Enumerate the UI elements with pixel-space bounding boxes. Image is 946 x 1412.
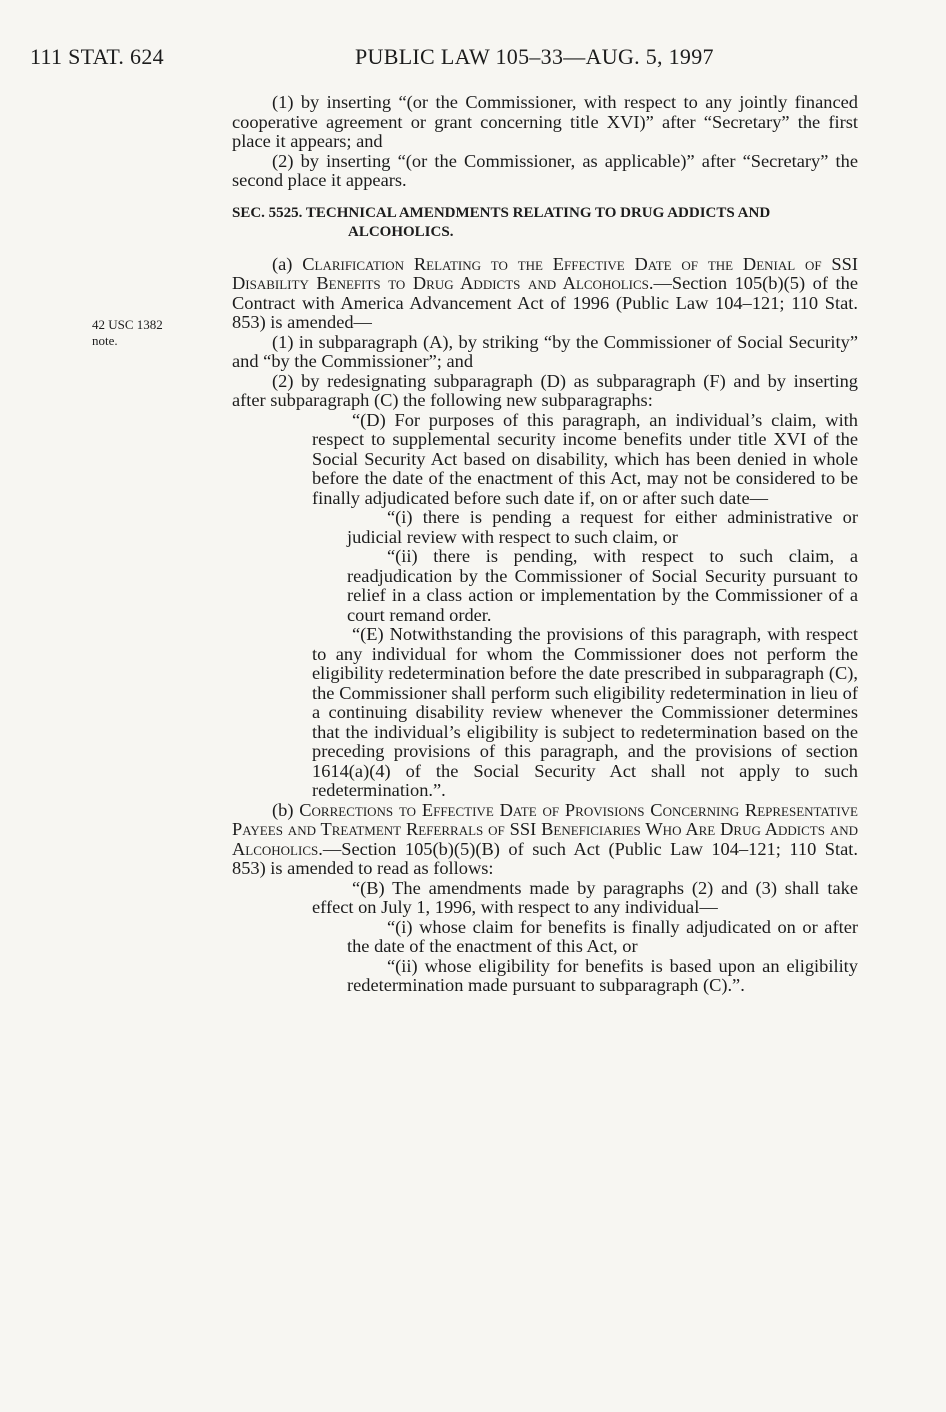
margin-note-citation: 42 USC 1382 <box>92 317 163 332</box>
margin-note-label: note. <box>92 333 118 348</box>
intro-item-1: (1) by inserting “(or the Commissioner, with respect to any jointly financed cooperative agreement or grant concerning title XVI)” after “Secretary” the first place it appears; and <box>232 92 858 151</box>
intro-item-2: (2) by inserting “(or the Commissioner, as applicable)” after “Secretary” the second place it appears. <box>232 150 858 190</box>
quoted-clause-b-ii: “(ii) whose eligibility for benefits is based upon an eligibility redetermination made pursuant to subparagraph (C).”. <box>347 955 858 995</box>
subsection-a-item-1: (1) in subparagraph (A), by striking “by the Commissioner of Social Security” and “by the Commissioner”; and <box>232 331 858 371</box>
subsection-b-intro <box>232 801 858 879</box>
page-reference: 111 STAT. 624 <box>30 44 164 69</box>
subsection-a-item-2: (2) by redesignating subparagraph (D) as subparagraph (F) and by inserting after subparagraph (C) the following new subparagraphs: <box>232 370 858 410</box>
subsection-a-text: —Section 105(b)(5) of the Contract with America Advancement Act of 1996 (Public Law 104–121; 110 Stat. 853) is amended— <box>232 273 858 332</box>
subsection-a-caption: Clarification Relating to the Effective Date of the Denial of SSI Disability Benefits to Drug Addicts and Alcoholics. <box>232 253 858 293</box>
subsection-a-intro <box>232 255 858 333</box>
quoted-clause-d-ii: “(ii) there is pending, with respect to such claim, a readjudication by the Commissioner of Social Security pursuant to relief in a class action or implementation by the Commissioner of a court remand order. <box>347 546 858 625</box>
quoted-clause-d-i: “(i) there is pending a request for either administrative or judicial review with respect to such claim, or <box>347 507 858 547</box>
margin-note <box>92 317 202 349</box>
quoted-subparagraph-e: “(E) Notwithstanding the provisions of this paragraph, with respect to any individual for whom the Commissioner does not perform the eligibility redetermination before the date prescribed in subparagraph (C), the Commissioner shall perform such eligibility redetermination in lieu of a continuing disability review whenever the Commissioner determines that the individual’s eligibility is subject to redetermination based on the preceding provisions of this paragraph, and the provisions of section 1614(a)(4) of the Social Security Act shall not apply to such redetermination.”. <box>312 624 858 800</box>
subsection-b-label: (b) <box>272 799 294 820</box>
document-body <box>232 93 858 996</box>
quoted-clause-b-i: “(i) whose claim for benefits is finally adjudicated on or after the date of the enactment of this Act, or <box>347 916 858 956</box>
subsection-a-label: (a) <box>272 253 293 274</box>
quoted-subparagraph-d: “(D) For purposes of this paragraph, an individual’s claim, with respect to supplemental security income benefits under title XVI of the Social Security Act based on disability, which has been denied in whole before the date of the enactment of this Act, may not be considered to be finally adjudicated before such date if, on or after such date— <box>312 409 858 508</box>
subsection-b-text: —Section 105(b)(5)(B) of such Act (Public Law 104–121; 110 Stat. 853) is amended to read as follows: <box>232 838 858 878</box>
section-heading: SEC. 5525. TECHNICAL AMENDMENTS RELATING TO DRUG ADDICTS AND ALCOHOLICS. <box>232 204 771 240</box>
quoted-subparagraph-b: “(B) The amendments made by paragraphs (2) and (3) shall take effect on July 1, 1996, with respect to any individual— <box>312 877 858 917</box>
running-header: PUBLIC LAW 105–33—AUG. 5, 1997 <box>355 44 714 69</box>
subsection-b-caption: Corrections to Effective Date of Provisions Concerning Representative Payees and Treatment Referrals of SSI Beneficiaries Who Are Drug Addicts and Alcoholics. <box>232 799 858 859</box>
